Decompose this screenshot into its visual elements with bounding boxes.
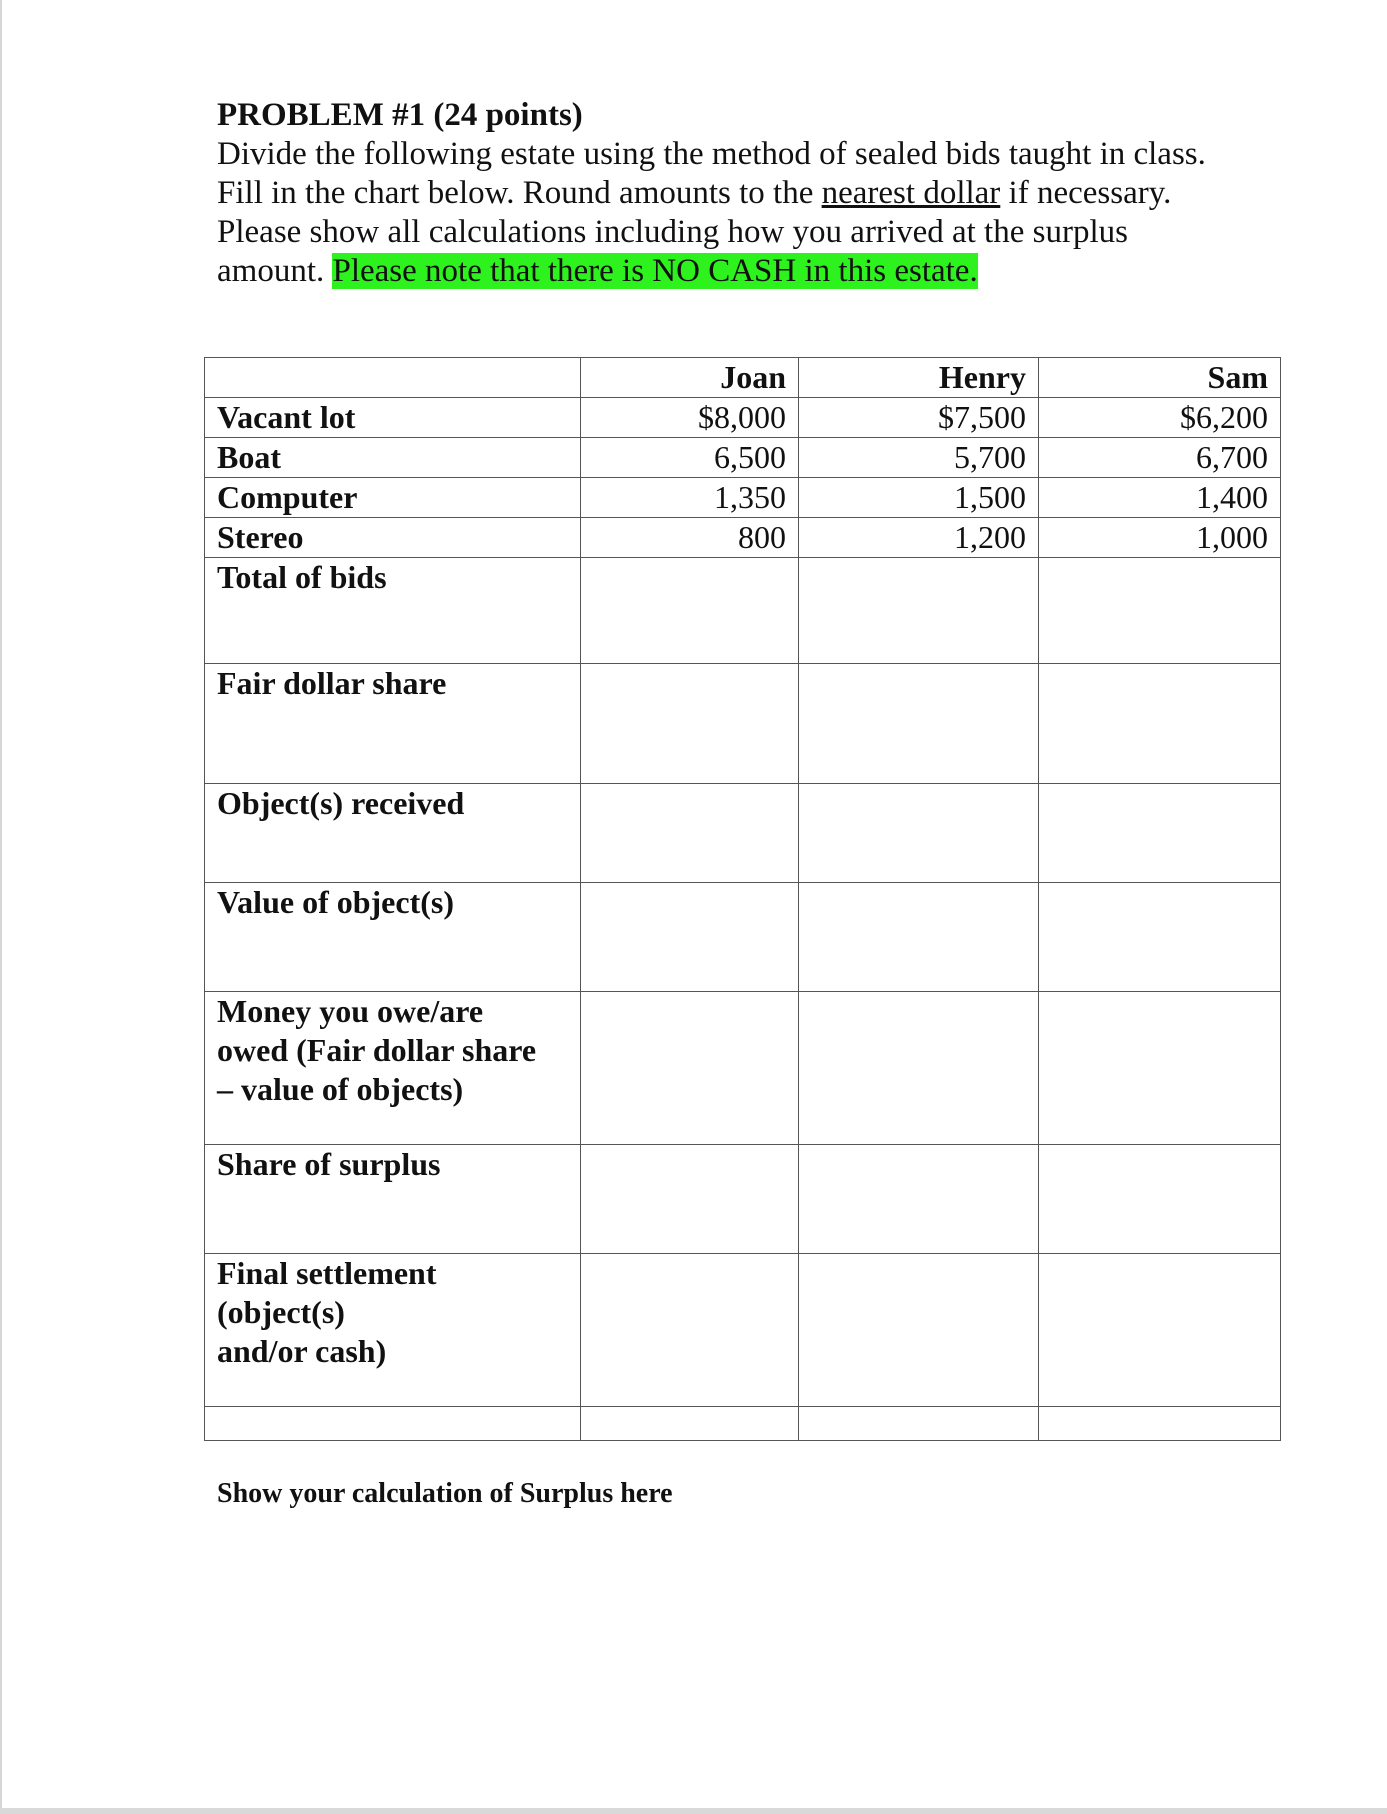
answer-cell[interactable]: [581, 1145, 799, 1254]
item-label: Stereo: [205, 518, 581, 558]
answer-cell[interactable]: [581, 558, 799, 664]
item-row-boat: [205, 438, 1281, 478]
bid-cell: $6,200: [1039, 398, 1281, 438]
instruction-line-2: [217, 174, 1297, 213]
instruction-line-3: Please show all calculations including how you arrived at the surplus: [217, 214, 1128, 250]
problem-statement: [217, 96, 1297, 291]
share-of-surplus-row: [205, 1145, 1281, 1254]
row-label: [205, 1254, 581, 1407]
row-label: Share of surplus: [205, 1145, 581, 1254]
final-label-line-2: (object(s): [217, 1294, 345, 1330]
row-label: [205, 992, 581, 1145]
answer-cell[interactable]: [581, 992, 799, 1145]
instruction-line-4: [217, 252, 1297, 291]
fair-dollar-share-row: [205, 664, 1281, 784]
answer-cell[interactable]: [1039, 558, 1281, 664]
answer-cell[interactable]: [1039, 992, 1281, 1145]
bid-cell: 1,000: [1039, 518, 1281, 558]
money-label-line-2: owed (Fair dollar share: [217, 1032, 537, 1068]
bid-cell: $8,000: [581, 398, 799, 438]
nearest-dollar-underlined: nearest dollar: [821, 175, 1001, 211]
no-cash-highlight: Please note that there is NO CASH in this estate.: [332, 253, 978, 289]
bid-cell: $7,500: [799, 398, 1039, 438]
bidder-henry: Henry: [799, 358, 1039, 398]
answer-cell[interactable]: [799, 1145, 1039, 1254]
item-row-vacant-lot: [205, 398, 1281, 438]
answer-cell[interactable]: [581, 784, 799, 883]
answer-cell[interactable]: [799, 664, 1039, 784]
bid-cell: 1,200: [799, 518, 1039, 558]
final-settlement-row: [205, 1254, 1281, 1407]
answer-cell[interactable]: [1039, 1254, 1281, 1407]
bidder-sam: Sam: [1039, 358, 1281, 398]
answer-cell[interactable]: [581, 1254, 799, 1407]
item-row-computer: [205, 478, 1281, 518]
objects-received-row: [205, 784, 1281, 883]
item-label: Computer: [205, 478, 581, 518]
bid-cell: 1,350: [581, 478, 799, 518]
answer-cell[interactable]: [799, 558, 1039, 664]
answer-cell[interactable]: [799, 784, 1039, 883]
bidder-joan: Joan: [581, 358, 799, 398]
header-blank-cell: [205, 358, 581, 398]
bid-cell: 1,500: [799, 478, 1039, 518]
money-label-line-3: – value of objects): [217, 1071, 464, 1107]
page-edge: [0, 0, 2, 1814]
instruction-line-2-post: if necessary.: [1000, 175, 1172, 211]
final-label-line-1: Final settlement: [217, 1255, 437, 1291]
bidder-header-row: [205, 358, 1281, 398]
answer-cell[interactable]: [1039, 883, 1281, 992]
answer-cell[interactable]: [581, 883, 799, 992]
sealed-bids-table: [204, 357, 1281, 1441]
instruction-line-1: Divide the following estate using the method of sealed bids taught in class.: [217, 136, 1206, 172]
bid-cell: 5,700: [799, 438, 1039, 478]
bid-cell: 6,500: [581, 438, 799, 478]
bid-cell: 1,400: [1039, 478, 1281, 518]
instruction-line-4-pre: amount.: [217, 253, 333, 289]
answer-cell[interactable]: [581, 664, 799, 784]
answer-cell[interactable]: [1039, 784, 1281, 883]
answer-cell[interactable]: [1039, 1145, 1281, 1254]
blank-cell: [799, 1407, 1039, 1441]
item-row-stereo: [205, 518, 1281, 558]
money-owed-row: [205, 992, 1281, 1145]
blank-row: [205, 1407, 1281, 1441]
answer-cell[interactable]: [799, 883, 1039, 992]
bid-cell: 6,700: [1039, 438, 1281, 478]
row-label: Object(s) received: [205, 784, 581, 883]
answer-cell[interactable]: [799, 1254, 1039, 1407]
money-label-line-1: Money you owe/are: [217, 993, 484, 1029]
blank-cell: [581, 1407, 799, 1441]
blank-cell: [1039, 1407, 1281, 1441]
row-label: Fair dollar share: [205, 664, 581, 784]
total-of-bids-row: [205, 558, 1281, 664]
item-label: Boat: [205, 438, 581, 478]
show-surplus-calculation-label: Show your calculation of Surplus here: [217, 1478, 673, 1509]
final-label-line-3: and/or cash): [217, 1333, 387, 1369]
item-label: Vacant lot: [205, 398, 581, 438]
problem-title: PROBLEM #1 (24 points): [217, 97, 583, 133]
row-label: Total of bids: [205, 558, 581, 664]
scroll-edge: [0, 1808, 1387, 1814]
blank-cell: [205, 1407, 581, 1441]
row-label: Value of object(s): [205, 883, 581, 992]
answer-cell[interactable]: [1039, 664, 1281, 784]
instruction-line-2-pre: Fill in the chart below. Round amounts to the: [217, 175, 822, 211]
bid-cell: 800: [581, 518, 799, 558]
value-of-objects-row: [205, 883, 1281, 992]
answer-cell[interactable]: [799, 992, 1039, 1145]
